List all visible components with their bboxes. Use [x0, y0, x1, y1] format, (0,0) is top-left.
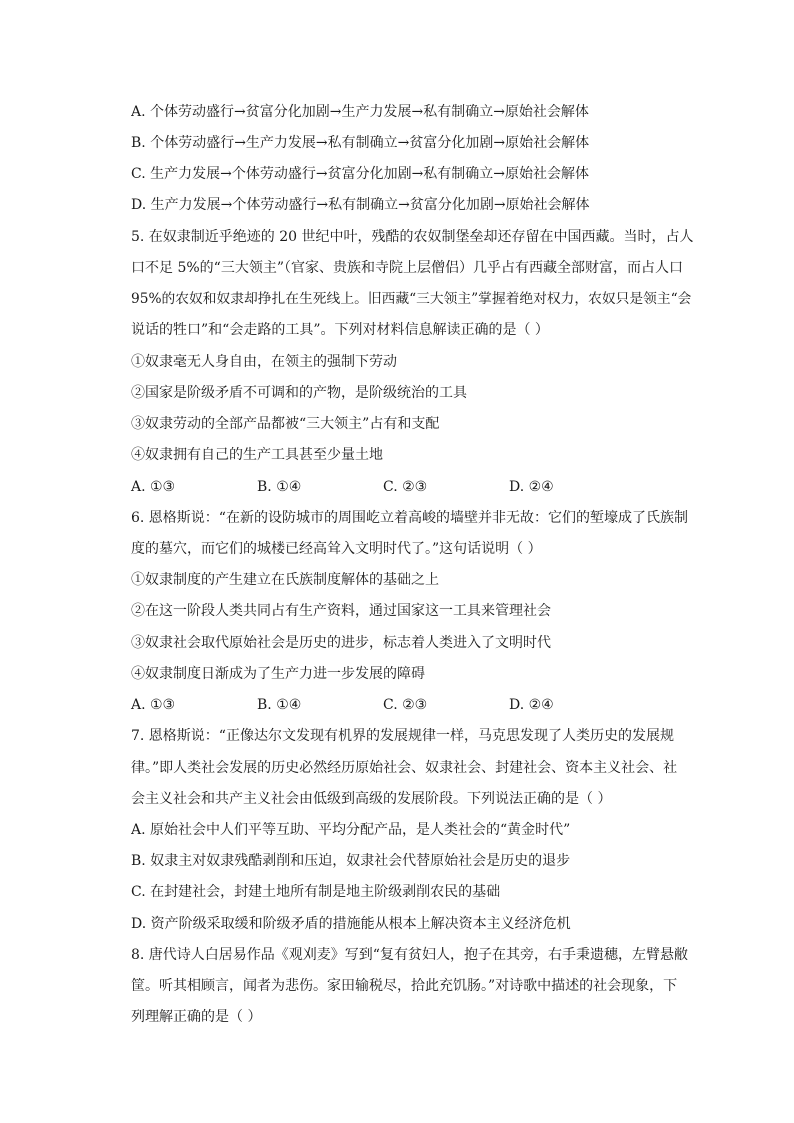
q7-stem-line-1: 7. 恩格斯说：“正像达尔文发现有机界的发展规律一样，马克思发现了人类历史的发展规	[131, 728, 674, 744]
q5-choice-d: D. ②④	[509, 479, 554, 495]
q7-option-d: D. 资产阶级采取缓和阶级矛盾的措施能从根本上解决资本主义经济危机	[131, 916, 571, 932]
q8-stem-line-3: 列理解正确的是（ ）	[131, 1009, 262, 1025]
q5-choice-a: A. ①③	[131, 479, 176, 495]
q5-stem-line-2: 口不足 5%的“三大领主”（官家、贵族和寺院上层僧侣）几乎占有西藏全部财富，而占人口	[131, 260, 683, 276]
q5-statement-3: ③奴隶劳动的全部产品都被“三大领主”占有和支配	[131, 416, 440, 432]
q7-stem-line-2: 律。”即人类社会发展的历史必然经历原始社会、奴隶社会、封建社会、资本主义社会、社	[131, 760, 678, 776]
q6-statement-2: ②在这一阶段人类共同占有生产资料，通过国家这一工具来管理社会	[131, 603, 551, 619]
q6-choice-c: C. ②③	[383, 697, 428, 713]
q5-stem-line-4: 说话的牲口”和“会走路的工具”。下列对材料信息解读正确的是（ ）	[131, 322, 549, 338]
q6-choice-b: B. ①④	[257, 697, 302, 713]
q6-stem-line-1: 6. 恩格斯说：“在新的设防城市的周围屹立着高峻的墙壁并非无故：它们的堑壕成了氏族制	[131, 510, 688, 526]
q5-statement-1: ①奴隶毫无人身自由，在领主的强制下劳动	[131, 354, 397, 370]
q5-choice-b: B. ①④	[257, 479, 302, 495]
q5-stem-line-1: 5. 在奴隶制近乎绝迹的 20 世纪中叶，残酷的农奴制堡垒却还存留在中国西藏。当时，占人	[131, 229, 694, 245]
q4-option-c: C. 生产力发展→个体劳动盛行→贫富分化加剧→私有制确立→原始社会解体	[131, 166, 590, 182]
q8-stem-line-2: 筐。听其相顾言，闻者为悲伤。家田输税尽，拾此充饥肠。”对诗歌中描述的社会现象，下	[131, 978, 678, 994]
q4-option-d: D. 生产力发展→个体劳动盛行→私有制确立→贫富分化加剧→原始社会解体	[131, 197, 590, 213]
q7-option-c: C. 在封建社会，封建土地所有制是地主阶级剥削农民的基础	[131, 884, 501, 900]
q4-option-b: B. 个体劳动盛行→生产力发展→私有制确立→贫富分化加剧→原始社会解体	[131, 135, 590, 151]
q5-statement-2: ②国家是阶级矛盾不可调和的产物，是阶级统治的工具	[131, 385, 467, 401]
q8-stem-line-1: 8. 唐代诗人白居易作品《观刈麦》写到“复有贫妇人，抱子在其旁，右手秉遗穗，左臂悬敝	[131, 947, 688, 963]
q7-stem-line-3: 会主义社会和共产主义社会由低级到高级的发展阶段。下列说法正确的是（ ）	[131, 791, 612, 807]
q6-statement-1: ①奴隶制度的产生建立在氏族制度解体的基础之上	[131, 572, 439, 588]
q6-stem-line-2: 度的墓穴，而它们的城楼已经高耸入文明时代了。”这句话说明（ ）	[131, 541, 542, 557]
q4-option-a: A. 个体劳动盛行→贫富分化加剧→生产力发展→私有制确立→原始社会解体	[131, 104, 589, 120]
q7-option-b: B. 奴隶主对奴隶残酷剥削和压迫，奴隶社会代替原始社会是历史的退步	[131, 853, 571, 869]
q6-choice-d: D. ②④	[509, 697, 554, 713]
q5-choice-c: C. ②③	[383, 479, 428, 495]
q6-statement-3: ③奴隶社会取代原始社会是历史的进步，标志着人类进入了文明时代	[131, 635, 551, 651]
q5-stem-line-3: 95%的农奴和奴隶却挣扎在生死线上。旧西藏“三大领主”掌握着绝对权力，农奴只是领主“会	[131, 291, 692, 307]
q7-option-a: A. 原始社会中人们平等互助、平均分配产品，是人类社会的“黄金时代”	[131, 822, 571, 838]
q6-choice-a: A. ①③	[131, 697, 176, 713]
q6-statement-4: ④奴隶制度日渐成为了生产力进一步发展的障碍	[131, 666, 425, 682]
q5-statement-4: ④奴隶拥有自己的生产工具甚至少量土地	[131, 447, 383, 463]
